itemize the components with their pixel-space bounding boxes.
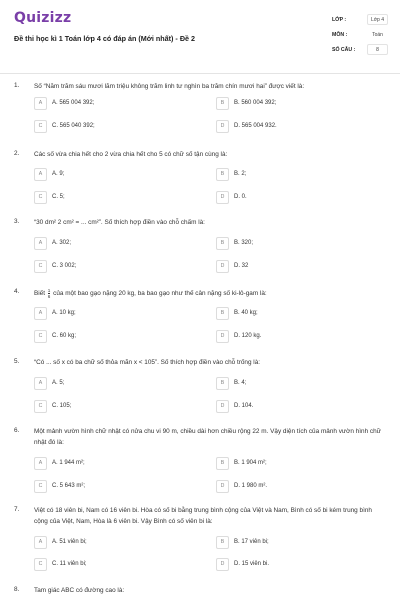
option-text: D. 565 004 932.: [234, 123, 277, 129]
option-text: A. 51 viên bi;: [52, 539, 87, 545]
question-text-after: của một bao gạo nặng 20 kg, ba bao gạo như thế cân nặng số ki-lô-gam là:: [53, 290, 267, 298]
question-text: Các số vừa chia hết cho 2 vừa chia hết cho 5 có chữ số tận cùng là:: [34, 151, 228, 158]
option-a[interactable]: [34, 536, 194, 550]
worksheet-header: [0, 0, 400, 72]
option-b[interactable]: [216, 307, 376, 321]
quizizz-logo: Quizizz: [14, 10, 72, 26]
option-key-d: D: [216, 400, 229, 413]
option-text: D. 120 kg.: [234, 333, 262, 339]
meta-grade-value: Lớp 4: [367, 14, 388, 25]
option-d[interactable]: [216, 480, 376, 494]
option-key-b: B: [216, 97, 229, 110]
option-text: C. 565 040 392;: [52, 123, 95, 129]
option-key-d: D: [216, 260, 229, 273]
option-d[interactable]: [216, 400, 376, 414]
question-text: “Có ... số x có ba chữ số thỏa mãn x < 105”. Số thích hợp điền vào chỗ trống là:: [34, 359, 261, 366]
meta-subject-label: MÔN :: [332, 32, 348, 38]
question-number: 7.: [14, 506, 20, 513]
option-a[interactable]: [34, 237, 194, 251]
question-number: 1.: [14, 82, 20, 89]
option-key-a: A: [34, 168, 47, 181]
question-text: Việt có 18 viên bi, Nam có 16 viên bi. Hòa có số bi bằng trung bình cộng của Việt và Nam, Bình có số bi kém trung bình cộng của Việt, Nam, Hòa là 6 viên bi. Vậy Bình có số viên bi là:: [34, 507, 372, 525]
option-key-d: D: [216, 191, 229, 204]
option-key-c: C: [34, 120, 47, 133]
option-key-a: A: [34, 536, 47, 549]
option-key-a: A: [34, 377, 47, 390]
question-number: 6.: [14, 427, 20, 434]
header-divider: [0, 73, 400, 74]
option-d[interactable]: [216, 558, 376, 572]
option-key-a: A: [34, 307, 47, 320]
option-text: A. 9;: [52, 171, 65, 177]
fraction-denominator: 6: [47, 294, 51, 299]
option-text: B. 1 904 m²;: [234, 460, 267, 466]
question-number: 8.: [14, 586, 20, 593]
question-text: “30 dm² 2 cm² = ... cm²”. Số thích hợp điền vào chỗ chấm là:: [34, 219, 205, 226]
option-a[interactable]: [34, 457, 194, 471]
option-key-c: C: [34, 558, 47, 571]
option-key-d: D: [216, 480, 229, 493]
option-key-b: B: [216, 377, 229, 390]
option-text: D. 32: [234, 263, 249, 269]
option-key-b: B: [216, 168, 229, 181]
option-key-a: A: [34, 237, 47, 250]
option-key-c: C: [34, 260, 47, 273]
option-text: B. 560 004 392;: [234, 100, 277, 106]
question-text: Một mảnh vườn hình chữ nhật có nửa chu vi 90 m, chiều dài hơn chiều rộng 22 m. Vậy diện tích của mảnh vườn hình chữ nhật đó là:: [34, 428, 381, 446]
option-text: B. 2;: [234, 171, 247, 177]
option-key-d: D: [216, 330, 229, 343]
option-key-c: C: [34, 191, 47, 204]
option-key-c: C: [34, 400, 47, 413]
option-text: B. 4;: [234, 380, 247, 386]
option-text: A. 5;: [52, 380, 65, 386]
option-d[interactable]: [216, 120, 376, 134]
option-key-b: B: [216, 307, 229, 320]
question-number: 5.: [14, 358, 20, 365]
option-text: D. 1 980 m².: [234, 483, 268, 489]
option-text: C. 105;: [52, 403, 72, 409]
option-key-a: A: [34, 457, 47, 470]
option-text: D. 104.: [234, 403, 254, 409]
option-d[interactable]: [216, 330, 376, 344]
option-text: C. 3 002;: [52, 263, 77, 269]
option-b[interactable]: [216, 168, 376, 182]
meta-grade: [332, 14, 388, 26]
question-number: 4.: [14, 288, 20, 295]
option-text: A. 565 004 392;: [52, 100, 95, 106]
option-key-b: B: [216, 237, 229, 250]
option-b[interactable]: [216, 377, 376, 391]
option-text: A. 10 kg;: [52, 310, 76, 316]
question-number: 2.: [14, 150, 20, 157]
option-key-a: A: [34, 97, 47, 110]
option-d[interactable]: [216, 191, 376, 205]
option-key-c: C: [34, 330, 47, 343]
question-text: Tam giác ABC có đường cao là:: [34, 587, 125, 594]
option-c[interactable]: [34, 558, 194, 572]
option-text: B. 40 kg;: [234, 310, 258, 316]
fraction-one-sixth: [48, 288, 51, 299]
option-c[interactable]: [34, 400, 194, 414]
option-text: C. 5;: [52, 194, 65, 200]
question-text-before: Biết: [34, 290, 46, 298]
option-b[interactable]: [216, 536, 376, 550]
option-c[interactable]: [34, 330, 194, 344]
option-key-b: B: [216, 457, 229, 470]
option-c[interactable]: [34, 120, 194, 134]
option-text: B. 17 viên bi;: [234, 539, 269, 545]
option-text: C. 60 kg;: [52, 333, 77, 339]
option-d[interactable]: [216, 260, 376, 274]
meta-subject-value: Toán: [372, 32, 383, 38]
question-number: 3.: [14, 218, 20, 225]
option-a[interactable]: [34, 377, 194, 391]
fraction-numerator: 1: [47, 288, 51, 293]
option-c[interactable]: [34, 480, 194, 494]
option-text: D. 15 viên bi.: [234, 561, 270, 567]
option-b[interactable]: [216, 457, 376, 471]
option-key-b: B: [216, 536, 229, 549]
option-b[interactable]: [216, 237, 376, 251]
option-key-d: D: [216, 120, 229, 133]
meta-subject: [332, 29, 388, 41]
option-key-d: D: [216, 558, 229, 571]
meta-grade-label: LỚP :: [332, 17, 347, 23]
option-text: B. 320;: [234, 240, 254, 246]
option-c[interactable]: [34, 191, 194, 205]
option-text: A. 302;: [52, 240, 72, 246]
option-text: D. 0.: [234, 194, 247, 200]
option-key-c: C: [34, 480, 47, 493]
meta-count-value: 8: [367, 44, 388, 55]
option-text: C. 5 643 m²;: [52, 483, 86, 489]
meta-question-count: [332, 44, 388, 56]
option-a[interactable]: [34, 168, 194, 182]
question-text: [34, 288, 384, 300]
meta-count-label: SỐ CÂU :: [332, 47, 356, 53]
option-a[interactable]: [34, 307, 194, 321]
question-text: Số “Năm trăm sáu mươi lăm triệu không trăm linh tư nghìn ba trăm chín mươi hai” được viết là:: [34, 83, 305, 90]
option-b[interactable]: [216, 97, 376, 111]
page-title: Đề thi học kì 1 Toán lớp 4 có đáp án (Mới nhất) - Đề 2: [14, 34, 196, 43]
option-a[interactable]: [34, 97, 194, 111]
option-text: A. 1 944 m²;: [52, 460, 85, 466]
option-text: C. 11 viên bi;: [52, 561, 87, 567]
option-c[interactable]: [34, 260, 194, 274]
